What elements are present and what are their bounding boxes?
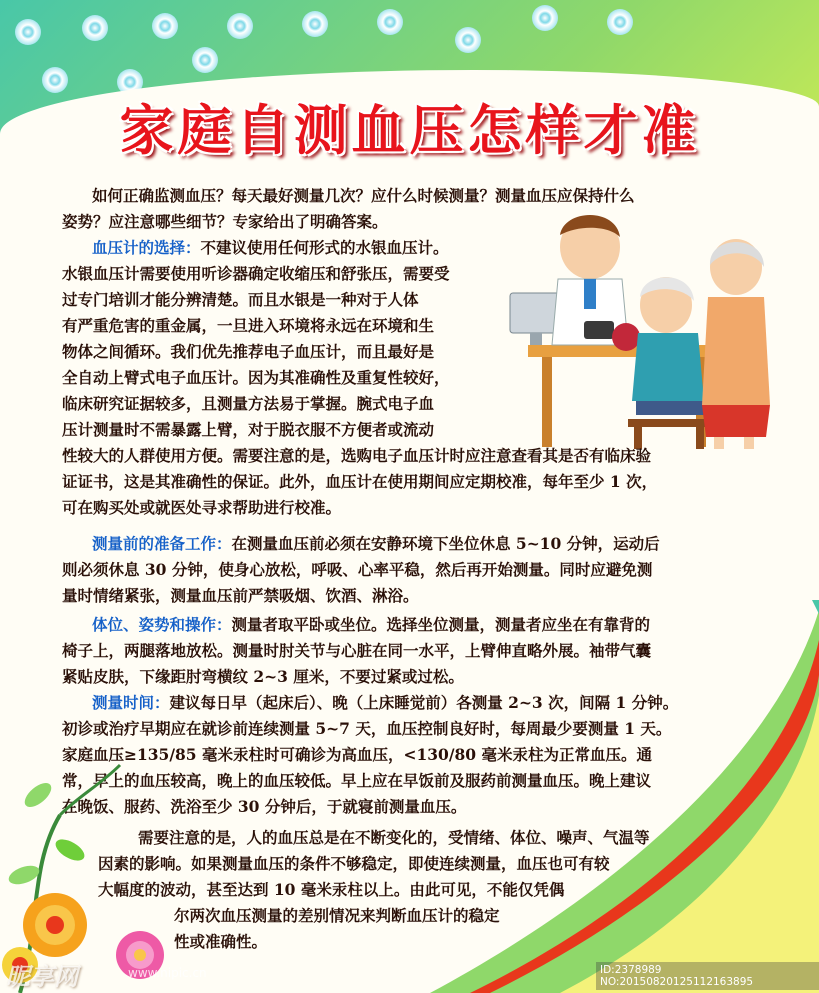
section-posture [62, 612, 802, 690]
section-first-line: 建议每日早（起床后）、晚（上床睡觉前）各测量 2~3 次，间隔 1 分钟。 [169, 693, 679, 712]
section-heading: 测量前的准备工作： [92, 534, 232, 553]
closing-line: 尔两次血压测量的差别情况来判断血压计的稳定 [174, 906, 500, 925]
section-line: 可在购买处或就医处寻求帮助进行校准。 [62, 498, 342, 517]
section-preparation [62, 531, 802, 609]
section-first-line: 不建议使用任何形式的水银血压计。 [200, 238, 449, 257]
section-line: 量时情绪紧张，测量血压前严禁吸烟、饮酒、淋浴。 [62, 586, 419, 605]
section-line: 常，早上的血压较高，晚上的血压较低。早上应在早饭前及服药前测量血压。晚上建议 [62, 771, 652, 790]
watermark-url: www.nipic.cn [128, 966, 207, 980]
closing-line: 需要注意的是，人的血压总是在不断变化的，受情绪、体位、噪声、气温等 [138, 828, 650, 847]
section-line: 临床研究证据较多，且测量方法易于掌握。腕式电子血 [62, 394, 435, 413]
section-heading: 血压计的选择： [92, 238, 201, 257]
section-line: 有严重危害的重金属，一旦进入环境将永远在环境和生 [62, 316, 435, 335]
watermark-logo: 昵享网 [6, 963, 78, 991]
section-heading: 测量时间： [92, 693, 170, 712]
section-line: 水银血压计需要使用听诊器确定收缩压和舒张压，需要受 [62, 264, 450, 283]
image-id-label: ID:2378989 NO:20150820125112163895 [596, 962, 819, 990]
intro-line: 如何正确监测血压？每天最好测量几次？应什么时候测量？测量血压应保持什么 [92, 186, 635, 205]
closing-line: 大幅度的波动，甚至达到 10 毫米汞柱以上。由此可见，不能仅凭偶 [98, 880, 565, 899]
section-line: 在晚饭、服药、洗浴至少 30 分钟后，于就寝前测量血压。 [62, 797, 467, 816]
section-line: 初诊或治疗早期应在就诊前连续测量 5~7 天，血压控制良好时，每周最少要测量 1 天。 [62, 719, 672, 738]
closing-line: 因素的影响。如果测量血压的条件不够稳定，即使连续测量，血压也可有较 [98, 854, 610, 873]
section-line: 全自动上臂式电子血压计。因为其准确性及重复性较好， [62, 368, 450, 387]
section-line: 紧贴皮肤，下缘距肘弯横纹 2~3 厘米，不要过紧或过松。 [62, 667, 464, 686]
section-first-line: 测量者取平卧或坐位。选择坐位测量，测量者应坐在有靠背的 [231, 615, 651, 634]
page-title: 家庭自测血压怎样才准 [119, 99, 700, 162]
intro-paragraph [62, 183, 792, 235]
section-line: 过专门培训才能分辨清楚。而且水银是一种对于人体 [62, 290, 419, 309]
section-line: 证证书，这是其准确性的保证。此外，血压计在使用期间应定期校准，每年至少 1 次， [62, 472, 658, 491]
section-line: 家庭血压≥135/85 毫米汞柱时可确诊为高血压，<130/80 毫米汞柱为正常血压。通 [62, 745, 652, 764]
section-line: 性较大的人群使用方便。需要注意的是，选购电子血压计时应注意查看其是否有临床验 [62, 446, 652, 465]
section-heading: 体位、姿势和操作： [92, 615, 232, 634]
section-line: 则必须休息 30 分钟，使身心放松，呼吸、心率平稳，然后再开始测量。同时应避免测 [62, 560, 653, 579]
section-bp-monitor-choice [62, 235, 802, 521]
section-line: 压计测量时不需暴露上臂，对于脱衣服不方便者或流动 [62, 420, 435, 439]
section-line: 椅子上，两腿落地放松。测量时肘关节与心脏在同一水平，上臂伸直略外展。袖带气囊 [62, 641, 652, 660]
section-first-line: 在测量血压前必须在安静环境下坐位休息 5~10 分钟，运动后 [231, 534, 660, 553]
closing-line: 性或准确性。 [174, 932, 268, 951]
intro-line: 姿势？应注意哪些细节？专家给出了明确答案。 [62, 212, 388, 231]
section-line: 物体之间循环。我们优先推荐电子血压计，而且最好是 [62, 342, 435, 361]
